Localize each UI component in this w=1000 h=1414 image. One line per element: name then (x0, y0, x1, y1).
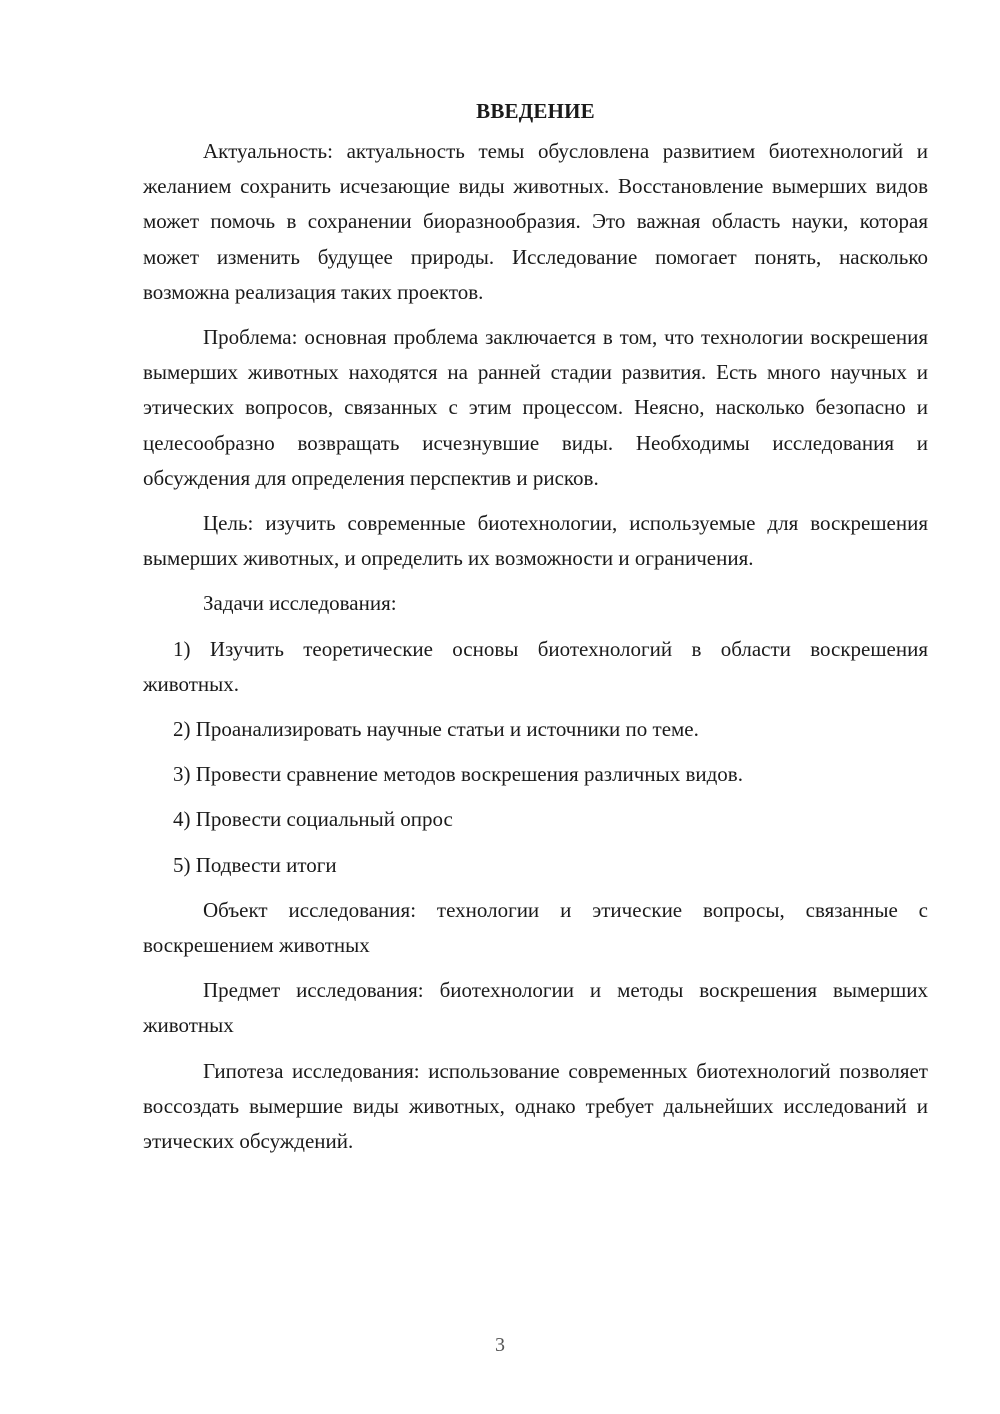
document-page (143, 96, 928, 1159)
task-item: 5) Подвести итоги (173, 852, 337, 877)
tasks-heading: Задачи исследования: (203, 591, 397, 616)
task-item: 1) Изучить теоретические основы биотехнологий в области воскрешения животных. (143, 636, 928, 696)
task-item: 2) Проанализировать научные статьи и источники по теме. (173, 717, 699, 742)
problem-paragraph: Проблема: основная проблема заключается в том, что технологии воскрешения вымерших животных находятся на ранней стадии развития. Есть много научных и этических вопросов, связанных с этим процессом. Неясно, насколько безопасно и целесообразно возвращать исчезнувшие виды. Необходимы исследования и обсуждения для определения перспектив и рисков. (143, 325, 928, 490)
relevance-paragraph: Актуальность: актуальность темы обусловлена развитием биотехнологий и желанием сохранить исчезающие виды животных. Восстановление вымерших видов может помочь в сохранении биоразнообразия. Это важная область науки, которая может изменить будущее природы. Исследование помогает понять, насколько возможна реализация таких проектов. (143, 139, 928, 304)
task-item: 3) Провести сравнение методов воскрешения различных видов. (173, 762, 743, 787)
section-title: ВВЕДЕНИЕ (476, 99, 595, 123)
task-item: 4) Провести социальный опрос (173, 807, 453, 832)
object-paragraph: Объект исследования: технологии и этические вопросы, связанные с воскрешением животных (143, 897, 928, 958)
page-number: 3 (495, 1334, 505, 1356)
subject-paragraph: Предмет исследования: биотехнологии и методы воскрешения вымерших животных (143, 978, 928, 1038)
goal-paragraph: Цель: изучить современные биотехнологии, используемые для воскрешения вымерших животных, и определить их возможности и ограничения. (143, 511, 928, 571)
hypothesis-paragraph: Гипотеза исследования: использование современных биотехнологий позволяет воссоздать вымершие виды животных, однако требует дальнейших исследований и этических обсуждений. (143, 1058, 928, 1154)
